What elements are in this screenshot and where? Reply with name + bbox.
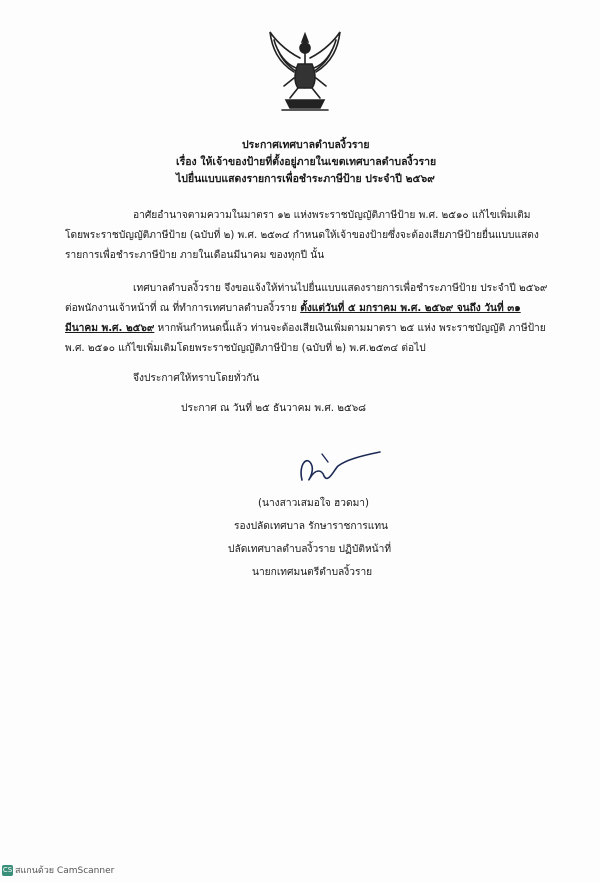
camscanner-logo-icon: CS bbox=[2, 866, 13, 874]
paragraph2-line4: พ.ศ. ๒๕๑๐ แก้ไขเพิ่มเติมโดยพระราชบัญญัติภาษีป้าย (ฉบับที่ ๒) พ.ศ.๒๕๓๔ ต่อไป bbox=[65, 343, 426, 354]
announcement-subject-line2: ไปยื่นแบบแสดงรายการเพื่อชำระภาษีป้าย ประจำปี ๒๕๖๙ bbox=[176, 173, 435, 185]
deadline-start-text: ตั้งแต่วันที่ ๕ มกราคม พ.ศ. ๒๕๖๙ จนถึง วันที่ ๓๑ bbox=[300, 303, 521, 314]
paragraph1-line1: อาศัยอำนาจตามความในมาตรา ๑๒ แห่งพระราชบัญญัติภาษีป้าย พ.ศ. ๒๕๑๐ แก้ไขเพิ่มเติม bbox=[133, 210, 531, 221]
signature-icon bbox=[288, 440, 388, 488]
signatory-position-1: รองปลัดเทศบาล รักษาราชการแทน bbox=[234, 521, 389, 532]
announcement-subject: เรื่อง ให้เจ้าของป้ายที่ตั้งอยู่ภายในเขตเทศบาลตำบลงิ้วราย bbox=[176, 156, 437, 168]
garuda-emblem-icon bbox=[264, 28, 346, 118]
signatory-position-2: ปลัดเทศบาลตำบลงิ้วราย ปฏิบัติหน้าที่ bbox=[228, 544, 392, 555]
paragraph1-line3: รายการเพื่อชำระภาษีป้าย ภายในเดือนมีนาคม ของทุกปี นั้น bbox=[65, 250, 325, 261]
paragraph2-line3 bbox=[65, 322, 546, 336]
paragraph2-line3-text: หากพ้นกำหนดนี้แล้ว ท่านจะต้องเสียเงินเพิ่มตามมาตรา ๒๕ แห่ง พระราชบัญญัติ ภาษีป้าย bbox=[154, 323, 546, 334]
deadline-end-text: มีนาคม พ.ศ. ๒๕๖๙ bbox=[65, 323, 155, 334]
paragraph1-line2: โดยพระราชบัญญัติภาษีป้าย (ฉบับที่ ๒) พ.ศ. ๒๕๓๔ กำหนดให้เจ้าของป้ายซึ่งจะต้องเสียภาษีป้ายยื่นแบบแสดง bbox=[65, 230, 539, 241]
paragraph2-line2 bbox=[65, 302, 521, 316]
closing-text: จึงประกาศให้ทราบโดยทั่วกัน bbox=[133, 373, 260, 384]
camscanner-text: สแกนด้วย CamScanner bbox=[15, 866, 115, 876]
paragraph2-line1: เทศบาลตำบลงิ้วราย จึงขอแจ้งให้ท่านไปยื่นแบบแสดงรายการเพื่อชำระภาษีป้าย ประจำปี ๒๕๖๙ bbox=[133, 283, 548, 294]
signatory-name: (นางสาวเสมอใจ ฮวดมา) bbox=[258, 498, 369, 509]
signatory-position-3: นายกเทศมนตรีตำบลงิ้วราย bbox=[252, 567, 373, 578]
date-line: ประกาศ ณ วันที่ ๒๕ ธันวาคม พ.ศ. ๒๕๖๘ bbox=[181, 403, 367, 414]
announcement-title: ประกาศเทศบาลตำบลงิ้วราย bbox=[242, 139, 370, 151]
paragraph2-line2-text: ต่อพนักงานเจ้าหน้าที่ ณ ที่ทำการเทศบาลตำบลงิ้วราย bbox=[65, 303, 301, 314]
camscanner-watermark bbox=[2, 863, 114, 877]
